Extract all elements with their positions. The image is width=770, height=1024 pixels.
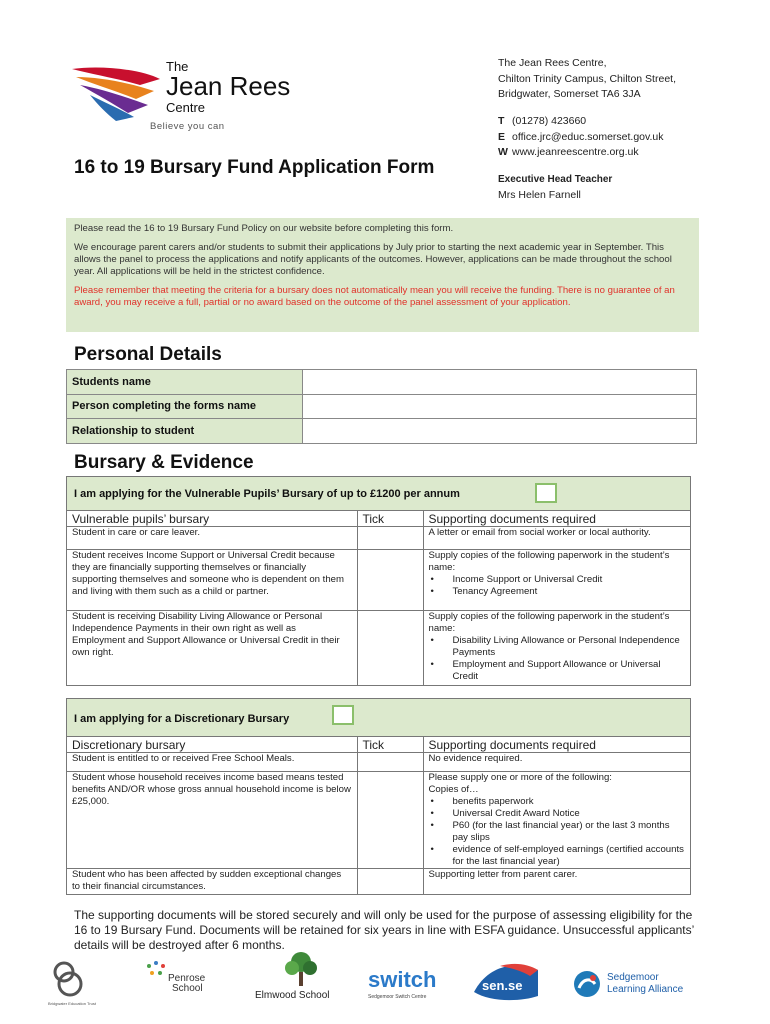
relationship-field[interactable] bbox=[303, 419, 697, 444]
table-row bbox=[67, 527, 690, 550]
list-item: • evidence of self-employed earnings (certified accounts for the last financial year) bbox=[429, 844, 686, 868]
docs-text: Please supply one or more of the following: bbox=[428, 772, 612, 783]
table-row bbox=[67, 753, 690, 772]
exec-head-name: Mrs Helen Farnell bbox=[498, 189, 581, 201]
column-header: Supporting documents required bbox=[423, 737, 690, 753]
switch-label: switch bbox=[368, 967, 437, 992]
list-item: • Income Support or Universal Credit bbox=[429, 574, 686, 586]
docs-text: Supply copies of the following paperwork in the student’s name: bbox=[428, 550, 670, 573]
table-row bbox=[67, 611, 690, 685]
contact-value[interactable]: office.jrc@educ.somerset.gov.uk bbox=[512, 130, 664, 143]
table-row bbox=[67, 394, 697, 419]
penrose-school-logo bbox=[140, 960, 215, 1000]
contact-key: T bbox=[498, 115, 505, 127]
vulnerable-bursary-header bbox=[67, 477, 690, 511]
logo-tagline: Believe you can bbox=[150, 121, 225, 132]
list-item: • Disability Living Allowance or Personal Independence Payments bbox=[429, 635, 686, 659]
form-title: 16 to 19 Bursary Fund Application Form bbox=[74, 157, 435, 178]
contact-key: E bbox=[498, 130, 506, 143]
criteria-cell: Student in care or care leaver. bbox=[67, 527, 357, 550]
address-line: The Jean Rees Centre, bbox=[498, 57, 607, 69]
jean-rees-logo bbox=[70, 55, 300, 135]
person-completing-field[interactable] bbox=[303, 394, 697, 419]
contact-key: W bbox=[498, 146, 508, 158]
switch-sub-label: Sedgemoor Switch Centre bbox=[368, 994, 427, 1000]
table-row bbox=[67, 419, 697, 444]
penrose-label-1: Penrose bbox=[168, 973, 206, 984]
elmwood-tree-icon bbox=[281, 950, 321, 988]
tick-cell[interactable] bbox=[357, 611, 423, 685]
vulnerable-bursary-table bbox=[66, 476, 691, 686]
docs-text: Supply copies of the following paperwork in the student’s name: bbox=[428, 611, 670, 634]
docs-cell: Supporting letter from parent carer. bbox=[428, 869, 578, 880]
notice-paragraph: Please read the 16 to 19 Bursary Fund Policy on our website before completing this form. bbox=[74, 223, 454, 234]
contact-phone bbox=[498, 114, 664, 130]
list-item: • Universal Credit Award Notice bbox=[429, 808, 686, 820]
tick-cell[interactable] bbox=[357, 753, 423, 772]
logo-centre: Centre bbox=[166, 100, 206, 115]
list-item: • benefits paperwork bbox=[429, 796, 686, 808]
field-label: Relationship to student bbox=[67, 419, 303, 444]
docs-cell bbox=[423, 550, 690, 611]
list-item: • Employment and Support Allowance or Universal Credit bbox=[429, 659, 686, 683]
docs-list bbox=[429, 574, 686, 598]
criteria-cell: Student whose household receives income based means tested benefits AND/OR whose gross annual household income is below £25,000. bbox=[67, 772, 357, 869]
discretionary-bursary-table bbox=[66, 698, 691, 895]
switch-centre-logo bbox=[368, 962, 448, 1004]
tick-cell[interactable] bbox=[357, 869, 423, 894]
table-row bbox=[67, 550, 690, 611]
tick-cell[interactable] bbox=[357, 527, 423, 550]
exec-head-title: Executive Head Teacher bbox=[498, 174, 613, 185]
bridgwater-trust-label: Bridgwater Education Trust bbox=[47, 1001, 97, 1006]
docs-cell: A letter or email from social worker or local authority. bbox=[423, 527, 690, 550]
contact-email bbox=[498, 130, 664, 146]
list-item: • P60 (for the last financial year) or the last 3 months pay slips bbox=[429, 820, 686, 844]
notice-warning: Please remember that meeting the criteria for a bursary does not automatically mean you will receive the funding. There is no guarantee of an award, you may receive a full, partial or no award based on the outcome of the panel assessment of your application. bbox=[74, 285, 675, 308]
tick-cell[interactable] bbox=[357, 772, 423, 869]
penrose-label-2: School bbox=[172, 983, 203, 994]
sedgemoor-learning-alliance-logo bbox=[573, 968, 703, 1002]
column-header: Discretionary bursary bbox=[67, 737, 357, 753]
criteria-cell: Student receives Income Support or Universal Credit because they are financially supporting themselves or financially supporting themselves and someone who is dependent on them and living with them such as a child or partner. bbox=[67, 550, 357, 611]
personal-details-heading: Personal Details bbox=[74, 344, 222, 365]
contact-value: (01278) 423660 bbox=[512, 115, 587, 127]
docs-cell bbox=[423, 772, 690, 869]
sla-label-2: Learning Alliance bbox=[607, 984, 684, 995]
jean-rees-logo-mark bbox=[70, 65, 162, 123]
address-line: Bridgwater, Somerset TA6 3JA bbox=[498, 88, 641, 100]
address-block bbox=[498, 56, 676, 103]
column-header: Supporting documents required bbox=[423, 511, 690, 527]
elmwood-label: Elmwood School bbox=[255, 990, 330, 1001]
vulnerable-bursary-grid bbox=[67, 511, 690, 685]
contact-web bbox=[498, 145, 664, 161]
discretionary-bursary-header bbox=[67, 699, 690, 737]
personal-details-table bbox=[66, 369, 697, 444]
elmwood-school-logo bbox=[255, 950, 350, 1005]
sla-logo-mark bbox=[573, 970, 601, 998]
bridgwater-trust-logo bbox=[40, 958, 104, 1008]
data-retention-statement: The supporting documents will be stored securely and will only be used for the purpose of assessing eligibility for the 16 to 19 Bursary Fund. Documents will be retained for six years in line with ESFA guidance. Unsuccessful applicants’ details will be destroyed after 6 months. bbox=[74, 908, 694, 952]
notice-box bbox=[66, 218, 699, 332]
logo-the: The bbox=[166, 59, 189, 74]
table-row bbox=[67, 869, 690, 894]
students-name-field[interactable] bbox=[303, 370, 697, 395]
docs-text: Copies of… bbox=[428, 784, 479, 795]
tick-cell[interactable] bbox=[357, 550, 423, 611]
discretionary-bursary-header-text: I am applying for a Discretionary Bursary bbox=[74, 713, 290, 725]
table-row bbox=[67, 370, 697, 395]
criteria-cell: Student who has been affected by sudden exceptional changes to their financial circumstances. bbox=[67, 869, 357, 894]
column-header: Tick bbox=[357, 511, 423, 527]
column-header: Tick bbox=[357, 737, 423, 753]
column-header: Vulnerable pupils’ bursary bbox=[67, 511, 357, 527]
logo-name: Jean Rees bbox=[166, 71, 291, 101]
vulnerable-bursary-header-text: I am applying for the Vulnerable Pupils’ Bursary of up to £1200 per annum bbox=[74, 488, 460, 500]
contact-block bbox=[498, 114, 664, 161]
sense-label: sen.se bbox=[482, 978, 523, 993]
field-label: Students name bbox=[67, 370, 303, 395]
discretionary-bursary-grid bbox=[67, 737, 690, 894]
docs-cell bbox=[423, 611, 690, 685]
bridgwater-trust-logo-mark bbox=[40, 958, 104, 1002]
docs-list bbox=[429, 635, 686, 683]
discretionary-bursary-checkbox[interactable] bbox=[332, 705, 354, 725]
criteria-cell: Student is receiving Disability Living Allowance or Personal Independence Payments in their own right as well as Employment and Support Allowance or Universal Credit in their own right. bbox=[67, 611, 357, 685]
table-row bbox=[67, 772, 690, 869]
sla-label-1: Sedgemoor bbox=[607, 972, 659, 983]
field-label: Person completing the forms name bbox=[67, 394, 303, 419]
vulnerable-bursary-checkbox[interactable] bbox=[535, 483, 557, 503]
address-line: Chilton Trinity Campus, Chilton Street, bbox=[498, 72, 676, 85]
bursary-heading: Bursary & Evidence bbox=[74, 452, 254, 473]
list-item: • Tenancy Agreement bbox=[429, 586, 686, 598]
column-header-row bbox=[67, 737, 690, 753]
column-header-row bbox=[67, 511, 690, 527]
docs-cell: No evidence required. bbox=[423, 753, 690, 772]
notice-paragraph: We encourage parent carers and/or students to submit their applications by July prior to starting the next academic year in September. This allows the panel to process the applications and notify applicants of the outcomes. However, applications can be made throughout the school year. All applications will be held in the strictest confidence. bbox=[74, 242, 672, 277]
criteria-cell: Student is entitled to or received Free School Meals. bbox=[67, 753, 357, 772]
contact-value[interactable]: www.jeanreescentre.org.uk bbox=[512, 146, 639, 158]
docs-list bbox=[429, 796, 686, 868]
sense-logo bbox=[470, 962, 542, 1002]
